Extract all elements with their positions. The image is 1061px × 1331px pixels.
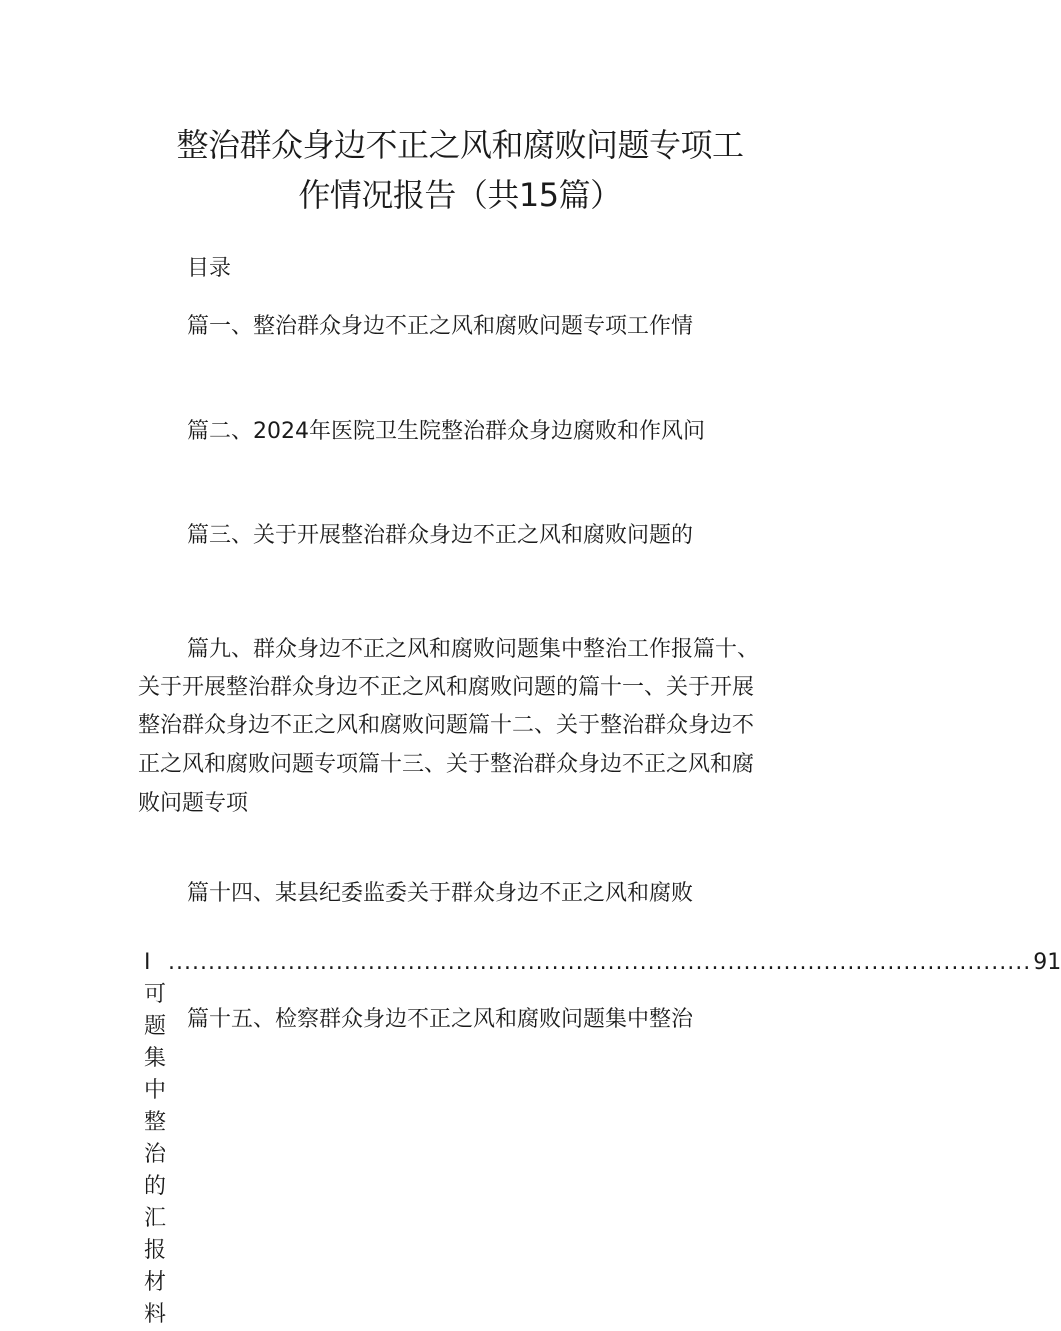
document-title-line-1: 整治群众身边不正之风和腐败问题专项工	[176, 126, 744, 164]
toc-merged-line-1: 篇九、群众身边不正之风和腐败问题集中整治工作报篇十、	[187, 637, 760, 662]
toc-merged-line-5: 败问题专项	[138, 791, 249, 816]
toc-item-2: 篇二、2024年医院卫生院整治群众身边腐败和作风问	[187, 419, 705, 444]
toc-item-14: 篇十四、某县纪委监委关于群众身边不正之风和腐败	[187, 881, 694, 906]
toc-heading: 目录	[187, 256, 232, 281]
toc-merged-line-4: 正之风和腐败问题专项篇十三、关于整治群众身边不正之风和腐	[138, 752, 755, 777]
toc-merged-line-3: 整治群众身边不正之风和腐败问题篇十二、关于整治群众身边不	[138, 713, 755, 738]
toc-item-1: 篇一、整治群众身边不正之风和腐败问题专项工作情	[187, 314, 694, 339]
toc-merged-line-2: 关于开展整治群众身边不正之风和腐败问题的篇十一、关于开展	[138, 675, 755, 700]
toc-item-15: 篇十五、检察群众身边不正之风和腐败问题集中整治	[187, 1007, 694, 1032]
toc-page-number: 91	[1033, 950, 1061, 975]
document-title-line-2: 作情况报告（共15篇）	[298, 176, 622, 214]
toc-item-3: 篇三、关于开展整治群众身边不正之风和腐败问题的	[187, 523, 694, 548]
toc-leader-dots: ............................................................................................................	[168, 950, 1032, 975]
toc-item-14-text: I可题集中整治的汇报材料	[144, 950, 167, 1327]
